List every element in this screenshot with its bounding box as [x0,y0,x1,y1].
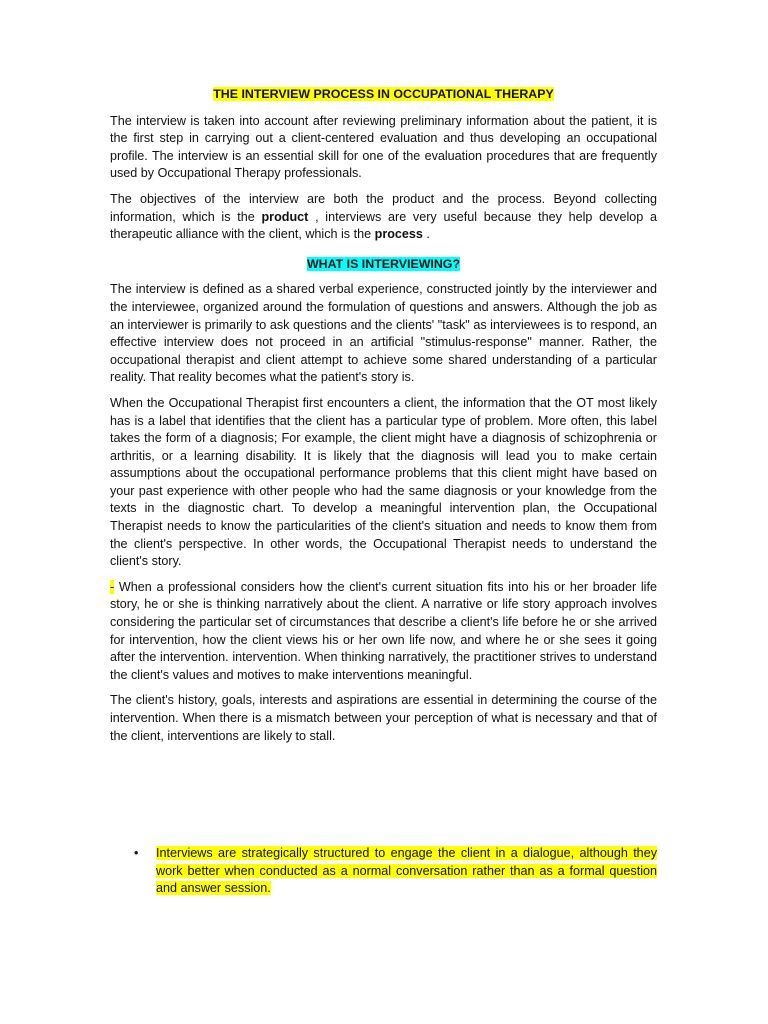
intro-paragraph: The interview is taken into account after reviewing preliminary information about the patient, it is the first step in carrying out a client-centered evaluation and thus developing an occupational profile. The interview is an essential skill for one of the evaluation procedures that are frequently used by Occupational Therapy professionals. [110,113,657,181]
history-paragraph: The client's history, goals, interests and aspirations are essential in determining the course of the intervention. When there is a mismatch between your perception of what is necessary and that of the client, interventions are likely to stall. [110,693,657,743]
list-item [134,845,657,898]
bullet-icon: • [134,846,139,861]
blank-space [110,753,657,845]
first-encounter-paragraph: When the Occupational Therapist first encounters a client, the information that the OT most likely has is a label that identifies that the client has a particular type of problem. More often, this label takes the form of a diagnosis; For example, the client might have a diagnosis of schizophrenia or arthritis, or a learning disability. It is likely that the diagnosis will lead you to make certain assumptions about the occupational performance problems that this client might have based on your past experience with other people who had the same diagnosis or your knowledge from the texts in the diagnostic chart. To develop a meaningful intervention plan, the Occupational Therapist needs to know the particularities of the client's situation and needs to know them from the client's perspective. In other words, the Occupational Therapist needs to understand the client's story. [110,395,657,569]
objectives-process-term: process [374,227,423,242]
objectives-text-start: The objectives of the interview are both the product and the process. Beyond collecting information, which is the [110,191,657,224]
document-title: THE INTERVIEW PROCESS IN OCCUPATIONAL THERAPY [213,87,554,101]
section-heading: WHAT IS INTERVIEWING? [306,256,461,271]
narrative-dash-marker: - [110,579,115,594]
bullet-list [110,845,657,898]
section-heading-line [110,256,657,274]
document-page [110,86,657,898]
bullet-text: Interviews are strategically structured to engage the client in a dialogue, although they work better when conducted as a normal conversation rather than as a formal question and answer session. [156,846,657,896]
definition-paragraph: The interview is defined as a shared verbal experience, constructed jointly by the interviewer and the interviewee, organized around the formulation of questions and answers. Although the job as an interviewer is primarily to ask questions and the clients' "task" as interviewees is to respond, an effective interview does not proceed in an artificial "stimulus-response" manner. Rather, the occupational therapist and client attempt to achieve some shared understanding of a particular reality. That reality becomes what the patient's story is. [110,282,657,385]
objectives-product-term: product [261,209,309,224]
objectives-text-middle: , interviews are very useful because they help develop a therapeutic alliance with the client, which is the [110,209,657,242]
objectives-text-end: . [422,227,430,242]
narrative-paragraph [110,579,657,685]
narrative-text: When a professional considers how the client's current situation fits into his or her broader life story, he or she is thinking narratively about the client. A narrative or life story approach involves considering the particular set of circumstances that describe a client's life before he or she arrived for intervention, how the client views his or her own life now, and where he or she sees it going after the intervention. intervention. When thinking narratively, the practitioner strives to understand the client's values and motives to make interventions meaningful. [110,579,657,682]
title-line [110,86,657,104]
objectives-paragraph [110,191,657,244]
